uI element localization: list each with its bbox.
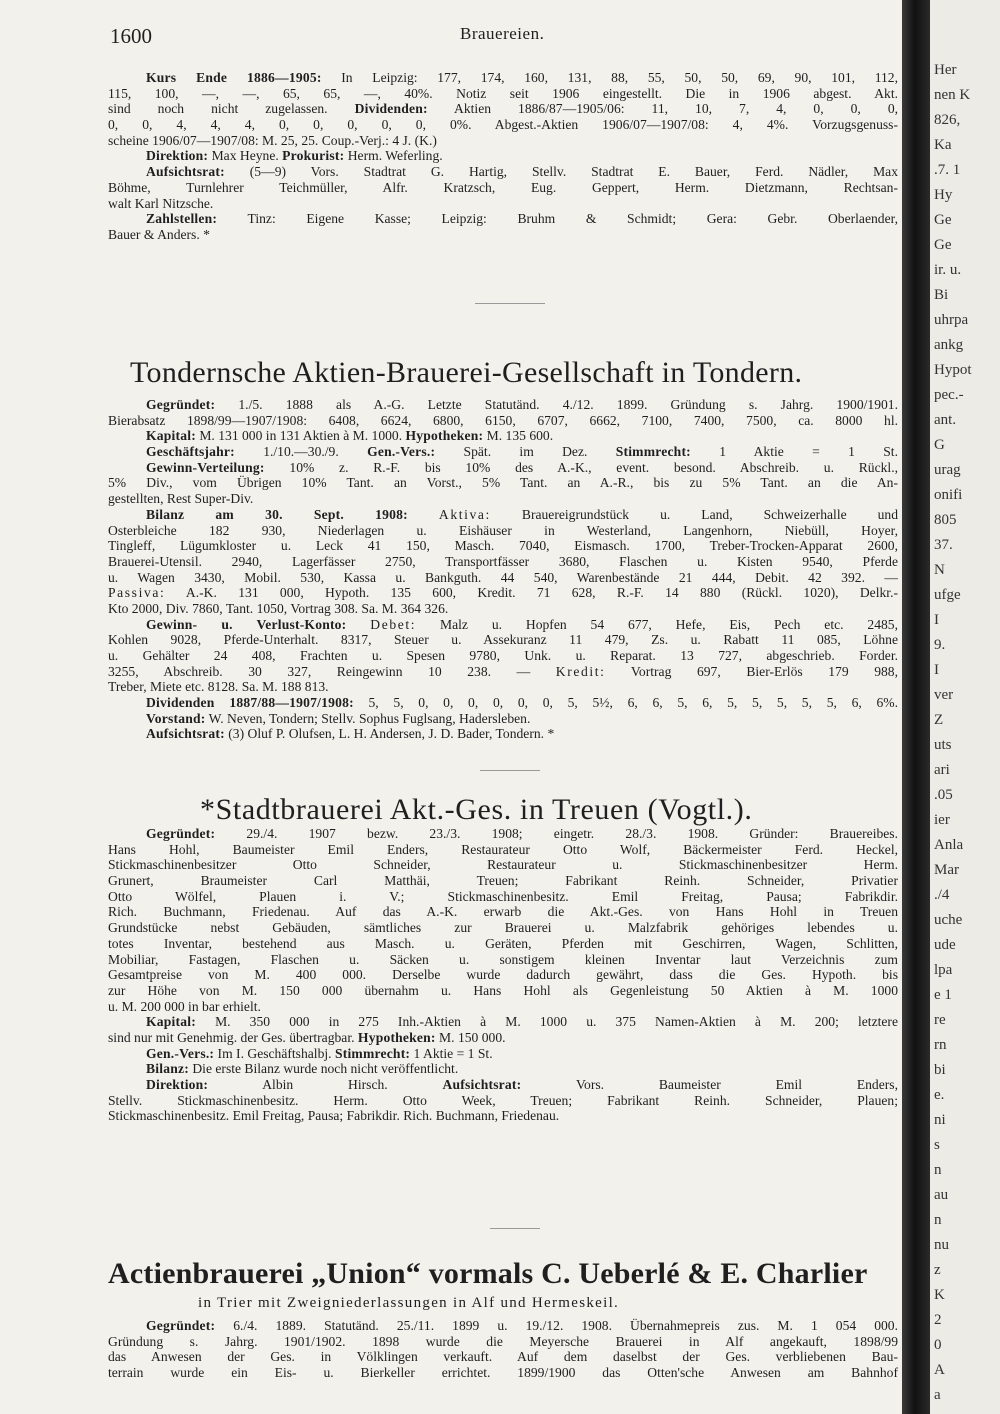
book-binding-gutter [902,0,930,1414]
adjacent-page-text: I [934,662,939,678]
company-title-treuen: *Stadtbrauerei Akt.-Ges. in Treuen (Vogtl.). [200,793,753,826]
adjacent-page-text: .05 [934,787,953,803]
text-line: Treber, Miete etc. 8128. Sa. M. 188 813. [108,679,329,695]
text-line: Stickmaschinenbesitz. Emil Freitag, Pausa; Fabrikdir. Rich. Buchmann, Friedenau. [108,1108,560,1124]
text-line: Gegründet: 1./5. 1888 als A.-G. Letzte Statutänd. 4./12. 1899. Gründung s. Jahrg. 1900/1901. [146,397,898,412]
text-line: das Anwesen der Ges. in Völklingen verkauft. Auf dem daselbst der Ges. verbliebenen Bau- [108,1349,898,1365]
adjacent-page-text: 37. [934,537,953,553]
adjacent-page-text: Ge [934,212,952,228]
text-line: Mobiliar, Fastagen, Flaschen u. Säcken u. sonstigem kleinen Inventar laut Verzeichnis zum [108,951,898,967]
company-title-tondern: Tondernsche Aktien-Brauerei-Gesellschaft in Tondern. [130,356,803,389]
text-line: Otto Wölfel, Plauen i. V.; Stickmaschinenbesitz. Emil Freitag, Pausa; Fabrikdir. [108,888,898,904]
text-line: totes Inventar, bestehend aus Masch. u. Geräten, Pferden mit Geschirren, Wagen, Schlitten, [108,935,898,951]
section-divider [490,1228,540,1229]
adjacent-page-text: ant. [934,412,957,428]
adjacent-page-text: e. [934,1087,945,1103]
adjacent-page-text: nen K [934,87,971,103]
adjacent-page-text: re [934,1012,946,1028]
text-line: u. Gehälter 24 408, Frachten u. Spesen 9780, Unk. u. Reparat. 13 727, abgeschrieb. Forder. [108,648,898,663]
text-line: Vorstand: W. Neven, Tondern; Stellv. Sophus Fuglsang, Hadersleben. [146,710,531,726]
adjacent-page-text: rn [934,1037,947,1053]
adjacent-page-text: ir. u. [934,262,962,278]
adjacent-page-text: uhrpa [934,312,969,328]
text-line: Bierabsatz 1898/99—1907/1908: 6408, 6624, 6800, 6150, 6707, 6662, 7100, 7400, 7500, ca. 8000 hl. [108,412,898,428]
adjacent-page-text: uts [934,737,952,753]
text-line: Osterbleiche 182 930, Niederlagen u. Eishäuser in Westerland, Langenhorn, Niebüll, Hoyer, [108,522,898,538]
adjacent-page-text: pec.- [934,387,964,403]
adjacent-page-text: nu [934,1237,949,1253]
text-line: 0, 0, 4, 4, 4, 0, 0, 0, 0, 0, 0%. Abgest.-Aktien 1906/07—1907/08: 4, 4%. Vorzugsgenuss- [108,117,898,133]
running-title: Brauereien. [460,24,545,43]
text-line: 3255, Abschreib. 30 327, Reingewinn 10 238. — Kredit: Vortrag 697, Bier-Erlös 179 988, [108,663,898,679]
adjacent-page-text: Z [934,712,944,728]
text-line: Grunert, Braumeister Carl Matthäi, Treuen; Fabrikant Reinh. Schneider, Privatier [108,873,898,889]
text-line: scheine 1906/07—1907/08: M. 25, 25. Coup.-Verj.: 4 J. (K.) [108,132,437,148]
adjacent-page-text: Her [934,62,957,78]
text-line: zur Höhe von M. 150 000 übernahm u. Hans Hohl als Gegenleistung 50 Aktien à M. 1000 [108,982,898,998]
text-line: 115, 100, —, —, 65, 65, —, 40%. Notiz seit 1906 eingestellt. Die in 1906 abgest. Akt. [108,85,898,101]
text-line: Kapital: M. 350 000 in 275 Inh.-Aktien à M. 1000 u. 375 Namen-Aktien à M. 200; letztere [146,1014,898,1030]
section-tondern-brauerei [108,397,898,742]
adjacent-page-text: z [934,1262,941,1278]
adjacent-page-fragment [930,0,1000,1414]
section-divider [475,303,545,304]
text-line: gestellten, Rest Super-Div. [108,491,254,507]
adjacent-page-text: Ge [934,237,952,253]
text-line: Direktion: Albin Hirsch. Aufsichtsrat: Vors. Baumeister Emil Enders, [146,1077,898,1092]
adjacent-page-text: urag [934,462,961,478]
text-line: Tingleff, Lügumkloster u. Leck 41 150, Masch. 7040, Eismasch. 1700, Treber-Trocken-Apparat 2600, [108,538,898,554]
section-kurs-notes [108,70,898,243]
text-line: Hans Hohl, Baumeister Emil Enders, Restaurateur Otto Wolf, Bäckermeister Ferd. Heckel, [108,841,898,857]
section-union-trier [108,1318,898,1381]
adjacent-page-text: au [934,1187,949,1203]
company-title-union-trier: Actienbrauerei „Union“ vormals C. Ueberlé & E. Charlier [108,1257,868,1290]
section-divider [480,770,540,771]
adjacent-page-text: Mar [934,862,959,878]
adjacent-page-text: .7. 1 [934,162,961,178]
adjacent-page-text: 826, [934,112,961,128]
adjacent-page-text: A [934,1362,945,1378]
adjacent-page-text: N [934,562,945,578]
adjacent-page-text: bi [934,1062,946,1078]
adjacent-page-text: Anla [934,837,964,853]
text-line: Gen.-Vers.: Im I. Geschäftshalbj. Stimmrecht: 1 Aktie = 1 St. [146,1045,493,1061]
text-line: Gesamtpreise von M. 400 000. Derselbe wurde dadurch gewährt, dass die Ges. Hypoth. bis [108,967,898,983]
text-line: u. Wagen 3430, Mobil. 530, Kassa u. Bankguth. 44 540, Warenbestände 21 444, Debit. 42 392. — [108,569,898,585]
page-number: 1600 [110,24,152,48]
text-line: Kapital: M. 131 000 in 131 Aktien à M. 1000. Hypotheken: M. 135 600. [146,428,554,444]
adjacent-page-text: ankg [934,337,964,353]
text-line: Bilanz: Die erste Bilanz wurde noch nicht veröffentlicht. [146,1061,459,1077]
adjacent-page-text: ufge [934,587,961,603]
text-line: Bauer & Anders. * [108,226,210,242]
text-line: Dividenden 1887/88—1907/1908: 5, 5, 0, 0, 0, 0, 0, 0, 5, 5½, 6, 6, 5, 6, 5, 5, 5, 5, 5, 6, 6%. [146,695,898,711]
adjacent-page-text: 9. [934,637,946,653]
adjacent-page-text: ari [934,762,950,778]
adjacent-page-text: I [934,612,939,628]
text-line: Geschäftsjahr: 1./10.—30./9. Gen.-Vers.: Spät. im Dez. Stimmrecht: 1 Aktie = 1 St. [146,444,898,460]
adjacent-page-text: e 1 [934,987,952,1003]
adjacent-page-text: 0 [934,1337,942,1353]
adjacent-page-text: ude [934,937,956,953]
adjacent-page-text: ./4 [934,887,950,903]
adjacent-page-text: K [934,1287,945,1303]
adjacent-page-text: 805 [934,512,957,528]
text-line: Rich. Buchmann, Friedenau. Auf das A.-K. erwarb die Akt.-Ges. von Hans Hohl in Treuen [108,904,898,920]
adjacent-page-text: s [934,1137,940,1153]
adjacent-page-text: Hypot [934,362,972,378]
text-line: Gegründet: 6./4. 1889. Statutänd. 25./11. 1899 u. 19./12. 1908. Übernahmepreis zus. M. 1 054 000. [146,1318,898,1333]
adjacent-page-text: Bi [934,287,949,303]
text-line: terrain wurde ein Eis- u. Bierkeller errichtet. 1899/1900 das Otten'sche Anwesen am Bahnhof [108,1365,898,1381]
text-line: Passiva: A.-K. 131 000, Hypoth. 135 600, Kredit. 71 628, R.-F. 14 880 (Rückl. 1020), Delkr.- [108,585,898,601]
section-stadtbrauerei-treuen [108,826,898,1124]
adjacent-page-text: uche [934,912,963,928]
text-line: Böhme, Turnlehrer Teichmüller, Alfr. Kratzsch, Eug. Geppert, Herm. Dietzmann, Rechtsan- [108,179,898,195]
text-line: Grundstücke nebst Gebäuden, sämtliches zur Brauerei u. Malzfabrik gehöriges lebendes u. [108,920,898,936]
text-line: Stellv. Stickmaschinenbesitz. Herm. Otto Week, Treuen; Fabrikant Reinh. Schneider, Plauen; [108,1092,898,1108]
text-line: u. M. 200 000 in bar erhielt. [108,998,261,1014]
text-line: Gewinn- u. Verlust-Konto: Debet: Malz u. Hopfen 54 677, Hefe, Eis, Pech etc. 2485, [146,616,898,632]
text-line: Brauerei-Utensil. 2940, Lagerfässer 2750, Transportfässer 3680, Flaschen u. Kisten 9540, Pferde [108,553,898,569]
adjacent-page-text: 2 [934,1312,942,1328]
text-line: walt Karl Nitzsche. [108,195,214,211]
text-line: Gewinn-Verteilung: 10% z. R.-F. bis 10% des A.-K., event. besond. Abschreib. u. Rückl., [146,459,898,475]
adjacent-page-text: lpa [934,962,953,978]
text-line: Gegründet: 29./4. 1907 bezw. 23./3. 1908; eingetr. 28./3. 1908. Gründer: Brauereibes. [146,826,898,841]
text-line: Direktion: Max Heyne. Prokurist: Herm. Weferling. [146,148,443,164]
adjacent-page-text: ni [934,1112,946,1128]
text-line: Kto 2000, Div. 7860, Tant. 1050, Vortrag 308. Sa. M. 364 326. [108,600,449,616]
adjacent-page-text: n [934,1162,942,1178]
text-line: Kurs Ende 1886—1905: In Leipzig: 177, 174, 160, 131, 88, 55, 50, 50, 69, 90, 101, 112, [146,70,898,85]
text-line: Aufsichtsrat: (5—9) Vors. Stadtrat G. Hartig, Stellv. Stadtrat E. Bauer, Ferd. Nädler, Max [146,164,898,180]
adjacent-page-text: onifi [934,487,963,503]
text-line: Gründung s. Jahrg. 1901/1902. 1898 wurde die Meyersche Brauerei in Alf angekauft, 1898/99 [108,1333,898,1349]
text-line: Aufsichtsrat: (3) Oluf P. Olufsen, L. H. Andersen, J. D. Bader, Tondern. * [146,726,555,742]
text-line: Stickmaschinenbesitzer Otto Schneider, Restaurateur u. Stickmaschinenbesitzer Herm. [108,857,898,873]
adjacent-page-text: G [934,437,945,453]
text-line: sind nur mit Genehmig. der Ges. übertragbar. Hypotheken: M. 150 000. [108,1029,506,1045]
text-line: Bilanz am 30. Sept. 1908: Aktiva: Brauereigrundstück u. Land, Schweizerhalle und [146,506,898,522]
adjacent-page-text: ier [934,812,950,828]
adjacent-page-text: Hy [934,187,953,203]
adjacent-page-text: Ka [934,137,952,153]
text-line: 5% Div., vom Übrigen 10% Tant. an Vorst., 5% Tant. an A.-R., bis zu 5% Tant. an die An- [108,475,898,491]
adjacent-page-text: n [934,1212,942,1228]
text-line: Kohlen 9028, Pferde-Unterhalt. 8317, Steuer u. Assekuranz 11 479, Zs. u. Rabatt 11 085, Löhne [108,632,898,648]
text-line: Zahlstellen: Tinz: Eigene Kasse; Leipzig: Bruhm & Schmidt; Gera: Gebr. Oberlaender, [146,211,898,227]
adjacent-page-text: a [934,1387,941,1403]
text-line: sind noch nicht zugelassen. Dividenden: Aktien 1886/87—1905/06: 11, 10, 7, 4, 0, 0, 0, [108,101,898,117]
company-subtitle-union-trier: in Trier mit Zweigniederlassungen in Alf und Hermeskeil. [198,1295,620,1311]
adjacent-page-text: ver [934,687,954,703]
